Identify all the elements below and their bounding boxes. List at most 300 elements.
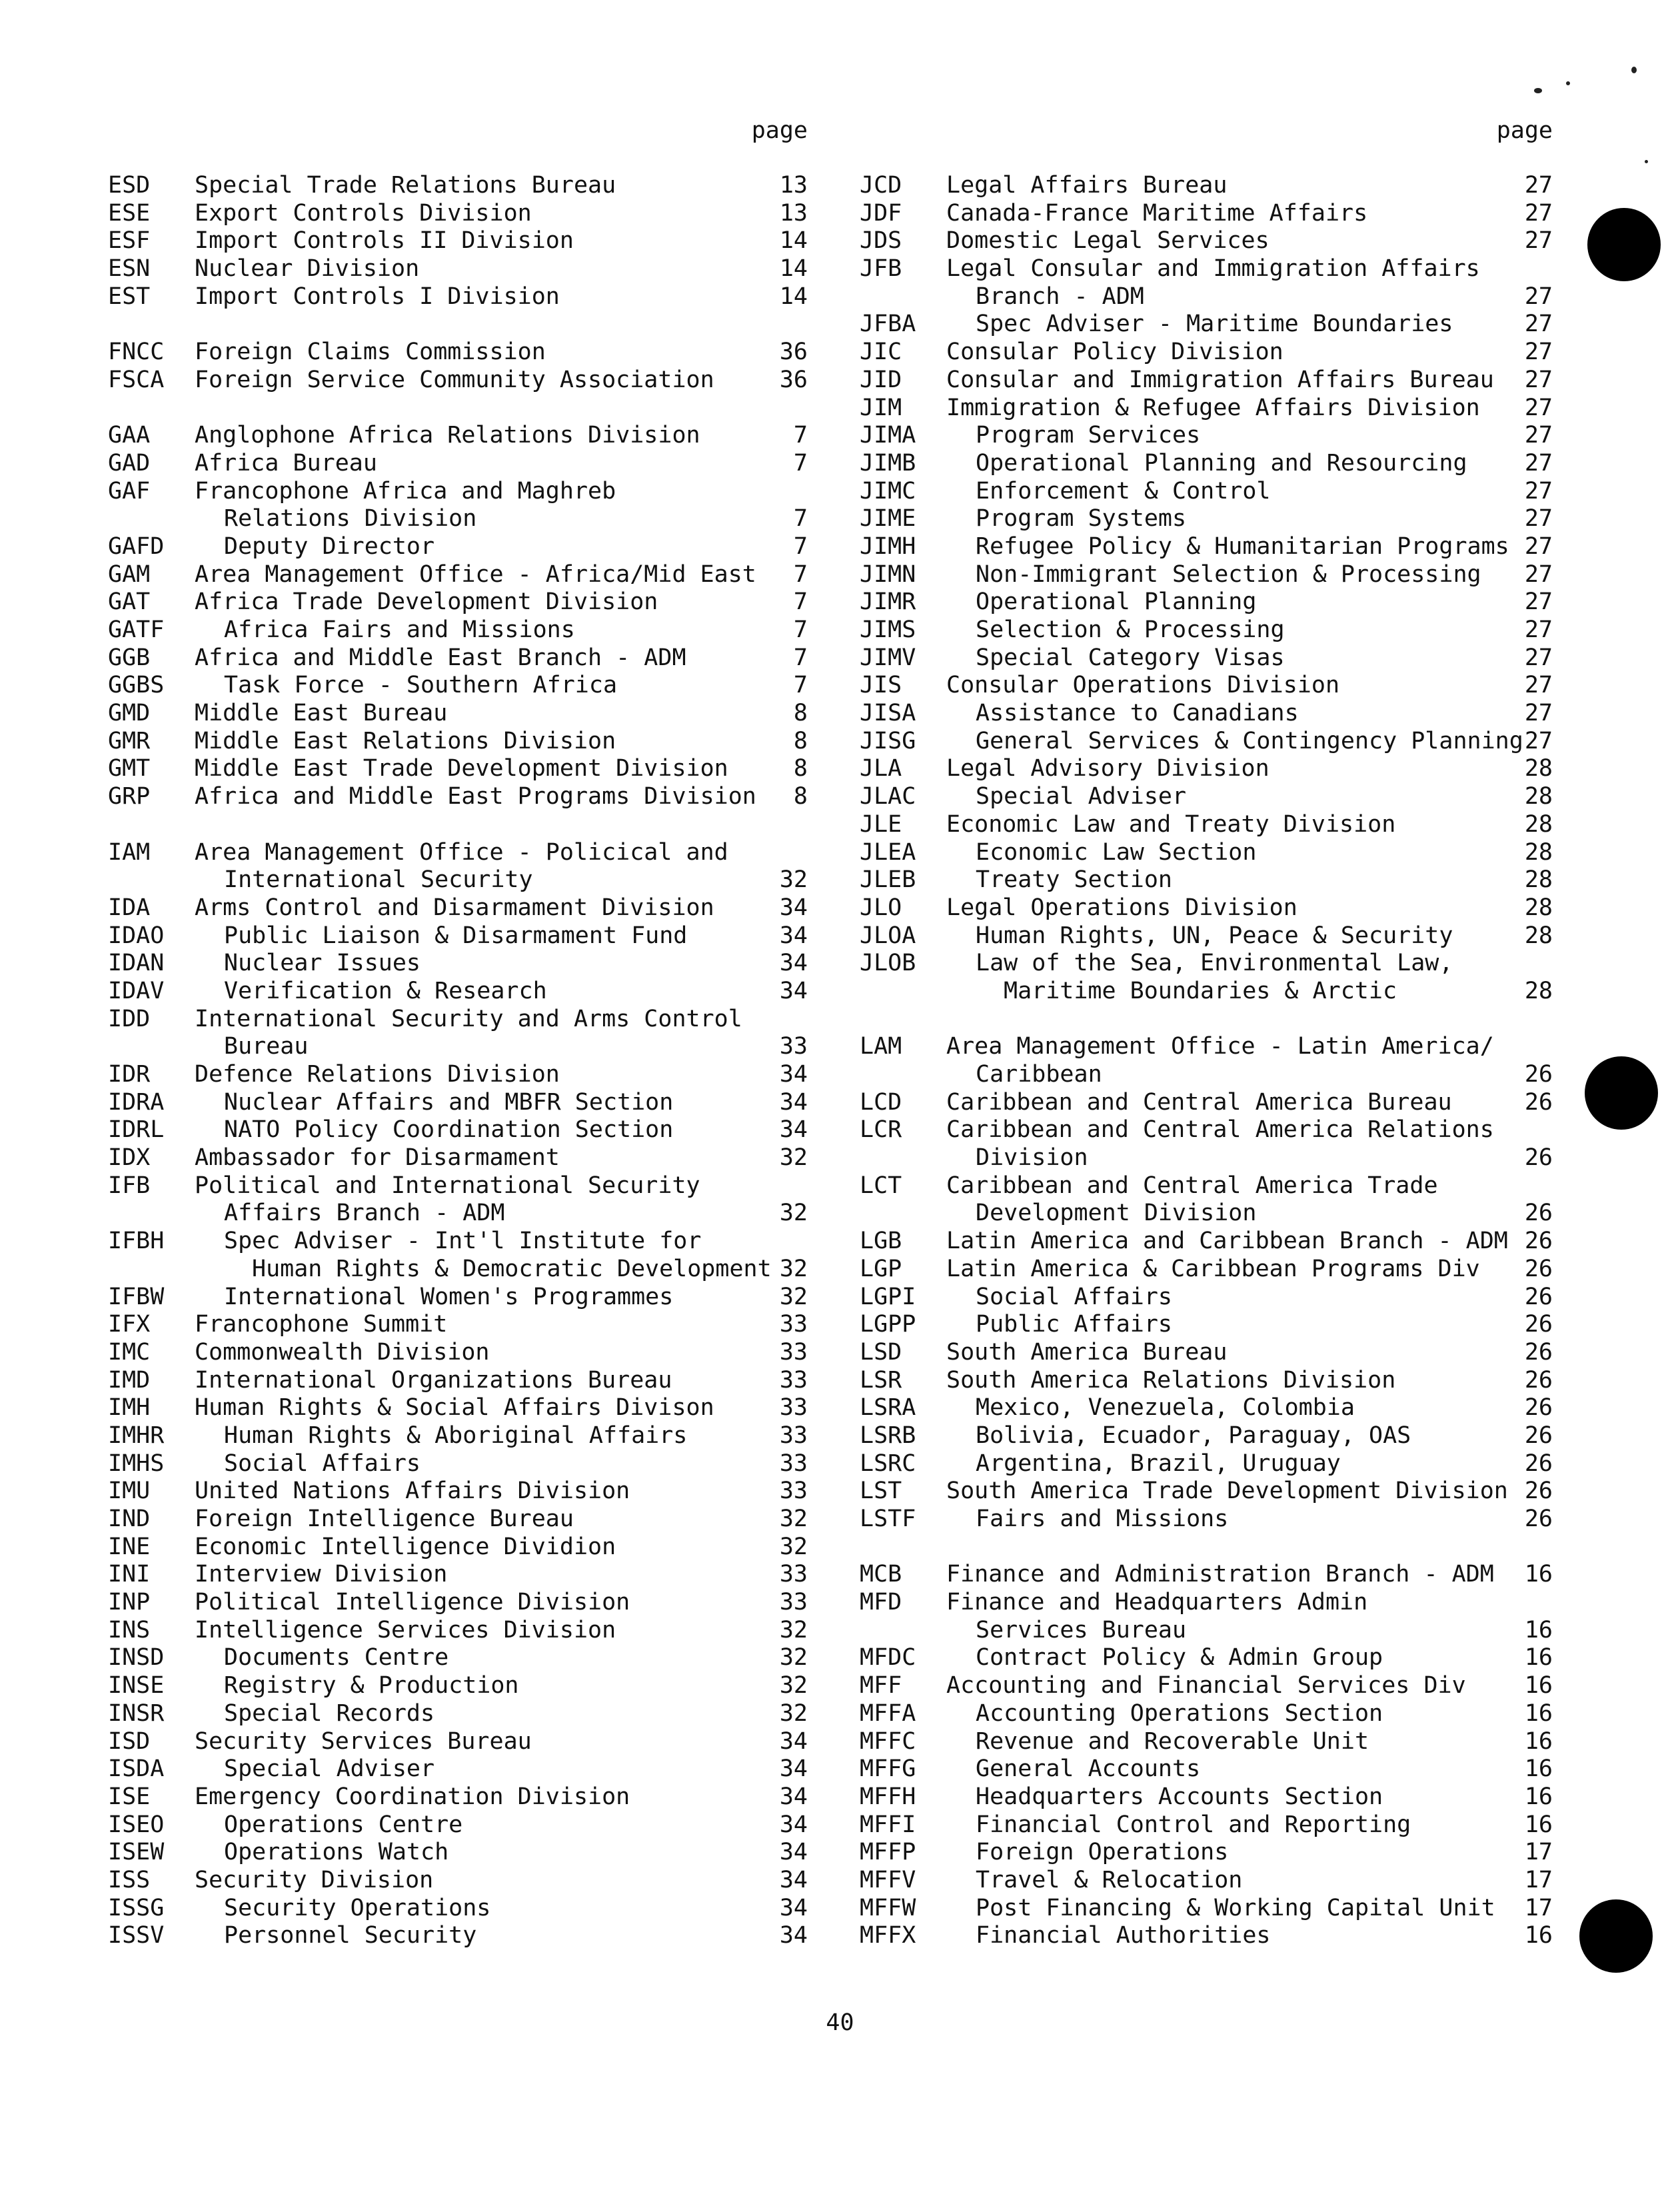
entry-name: Special Adviser [224,1755,435,1783]
directory-entry [860,1200,1553,1228]
entry-code: LGPP [860,1311,916,1338]
entry-name: Registry & Production [224,1672,519,1699]
directory-entry [108,1811,808,1839]
entry-name: Finance and Administration Branch - ADM [946,1561,1494,1588]
entry-code: IDX [108,1144,151,1172]
entry-name: Consular and Immigration Affairs Bureau [946,366,1494,393]
entry-name: Social Affairs [224,1450,421,1477]
entry-name: Operational Planning and Resourcing [976,449,1467,477]
entry-page-number: 28 [1524,755,1553,782]
entry-page-number: 32 [779,1616,808,1643]
entry-name: Anglophone Africa Relations Division [195,422,700,449]
entry-code: ISEW [108,1839,165,1866]
directory-entry [108,1061,808,1089]
entry-code: IFX [108,1311,151,1338]
entry-name: Africa Bureau [195,449,377,477]
entry-code: JIS [860,672,902,699]
entry-name: Special Records [224,1699,435,1727]
entry-code: MFFC [860,1727,916,1755]
entry-page-number: 27 [1524,477,1553,505]
entry-page-number: 7 [793,644,808,671]
directory-entry [860,1617,1553,1645]
entry-code: IDD [108,1005,151,1032]
entry-code: JIMB [860,449,916,477]
entry-page-number: 27 [1524,227,1553,255]
entry-page-number: 33 [779,1589,808,1616]
entry-name: Export Controls Division [195,199,532,227]
entry-page-number: 26 [1524,1144,1553,1172]
directory-entry [860,950,1553,978]
entry-code: JID [860,366,902,393]
directory-entry [860,1644,1553,1672]
section-gap [860,1534,1553,1562]
entry-page-number: 32 [779,1255,808,1282]
directory-entry [860,1478,1553,1506]
directory-entry [860,505,1553,533]
entry-page-number: 16 [1524,1727,1553,1755]
entry-code: GRP [108,783,151,810]
entry-code: IMH [108,1394,151,1422]
entry-code: INSR [108,1699,165,1727]
entry-code: MFF [860,1672,902,1699]
directory-entry [860,172,1553,200]
entry-page-number: 16 [1524,1561,1553,1588]
directory-entry [860,1228,1553,1256]
directory-entry [860,422,1553,450]
entry-name: Financial Control and Reporting [976,1811,1411,1838]
entry-code: GAA [108,422,151,449]
directory-entry [108,1589,808,1617]
entry-name: Security Services Bureau [195,1727,532,1755]
directory-entry [108,644,808,672]
entry-page-number: 32 [779,1283,808,1310]
directory-entry [108,1450,808,1478]
left-entries-list [108,172,808,1950]
entry-page-number: 27 [1524,449,1553,477]
entry-name: Political Intelligence Division [195,1589,630,1616]
entry-name: Personnel Security [224,1922,477,1949]
directory-entry [860,1367,1553,1395]
directory-entry [860,1672,1553,1700]
entry-name: Legal Advisory Division [946,755,1269,782]
entry-page-number: 28 [1524,977,1553,1004]
directory-entry [108,1922,808,1950]
entry-code: GATF [108,616,165,643]
entry-name: Commonwealth Division [195,1338,490,1366]
entry-code: IDAO [108,922,165,949]
entry-code: JISA [860,700,916,727]
punch-hole [1587,208,1661,281]
directory-entry [108,950,808,978]
entry-code: JIMC [860,477,916,505]
directory-entry [860,1561,1553,1589]
entry-code: JIMV [860,644,916,671]
entry-page-number: 7 [793,505,808,533]
entry-name: Emergency Coordination Division [195,1783,630,1810]
entry-page-number: 28 [1524,810,1553,838]
directory-entry [108,1033,808,1061]
entry-page-number: 16 [1524,1616,1553,1643]
entry-page-number: 17 [1524,1866,1553,1893]
entry-name: Human Rights & Aboriginal Affairs [224,1422,688,1449]
entry-code: JIMS [860,616,916,643]
section-gap [108,395,808,423]
entry-name: Treaty Section [976,866,1173,894]
directory-entry [860,1839,1553,1867]
entry-name: Africa Fairs and Missions [224,616,575,643]
entry-name: Defence Relations Division [195,1061,560,1088]
entry-code: IMHR [108,1422,165,1449]
entry-page-number: 27 [1524,422,1553,449]
entry-code: INI [108,1561,151,1588]
entry-page-number: 27 [1524,339,1553,366]
directory-entry [108,450,808,478]
directory-entry [108,1644,808,1672]
entry-name: Argentina, Brazil, Uruguay [976,1450,1341,1477]
entry-page-number: 34 [779,1727,808,1755]
entry-page-number: 34 [779,1783,808,1810]
entry-page-number: 36 [779,339,808,366]
directory-entry [108,1284,808,1312]
entry-page-number: 16 [1524,1922,1553,1949]
entry-page-number: 8 [793,700,808,727]
directory-entry [860,1284,1553,1312]
entry-page-number: 27 [1524,727,1553,754]
entry-code: LSRC [860,1450,916,1477]
entry-name: Human Rights, UN, Peace & Security [976,922,1453,949]
entry-page-number: 17 [1524,1839,1553,1866]
entry-page-number: 27 [1524,172,1553,199]
entry-name: Division [976,1144,1088,1172]
entry-page-number: 33 [779,1366,808,1394]
directory-entry [108,1617,808,1645]
directory-entry [108,255,808,283]
directory-entry [108,227,808,255]
entry-page-number: 7 [793,560,808,588]
entry-name: Task Force - Southern Africa [224,672,618,699]
entry-code: IDRA [108,1088,165,1116]
directory-entry [860,728,1553,756]
entry-code: GAFD [108,533,165,560]
entry-code: MFFW [860,1894,916,1921]
entry-name: Foreign Claims Commission [195,339,546,366]
entry-page-number: 26 [1524,1061,1553,1088]
entry-page-number: 34 [779,977,808,1004]
entry-page-number: 27 [1524,311,1553,338]
entry-page-number: 26 [1524,1255,1553,1282]
entry-name: Security Operations [224,1894,491,1921]
entry-code: ISEO [108,1811,165,1838]
directory-entry [860,1450,1553,1478]
entry-page-number: 27 [1524,616,1553,643]
entry-code: MFD [860,1589,902,1616]
directory-entry [108,616,808,644]
entry-code: IFBH [108,1228,165,1255]
entry-page-number: 7 [793,533,808,560]
entry-code: IFBW [108,1283,165,1310]
entry-page-number: 26 [1524,1422,1553,1449]
entry-code: INSD [108,1644,165,1671]
directory-entry [860,1172,1553,1200]
directory-entry [108,672,808,700]
entry-code: LCD [860,1088,902,1116]
directory-entry [108,1006,808,1034]
entry-name: Public Affairs [976,1311,1173,1338]
entry-page-number: 7 [793,449,808,477]
entry-name: Foreign Operations [976,1839,1229,1866]
entry-name: Canada-France Maritime Affairs [946,199,1368,227]
entry-code: JDS [860,227,902,255]
entry-code: ISDA [108,1755,165,1783]
entry-name: Bureau [224,1033,309,1060]
entry-name: Accounting and Financial Services Div [946,1672,1466,1699]
scan-speck [1645,160,1648,163]
directory-entry [860,1783,1553,1811]
entry-page-number: 26 [1524,1311,1553,1338]
entry-code: MFFX [860,1922,916,1949]
entry-page-number: 32 [779,1672,808,1699]
entry-name: Operational Planning [976,588,1257,616]
entry-name: Francophone Summit [195,1311,448,1338]
entry-name: South America Relations Division [946,1366,1396,1394]
entry-name: Selection & Processing [976,616,1285,643]
entry-name: International Organizations Bureau [195,1366,672,1394]
entry-code: IND [108,1506,151,1532]
directory-entry [108,894,808,922]
entry-page-number: 7 [793,672,808,699]
entry-name: Operations Centre [224,1811,463,1838]
directory-entry [860,700,1553,728]
entry-page-number: 33 [779,1478,808,1505]
entry-page-number: 34 [779,1811,808,1838]
entry-name: Security Division [195,1866,434,1893]
entry-code: MFFA [860,1699,916,1727]
entry-code: IDAN [108,950,165,977]
entry-page-number: 7 [793,588,808,616]
directory-entry [860,672,1553,700]
entry-code: IMHS [108,1450,165,1477]
entry-name: Middle East Relations Division [195,727,616,754]
entry-page-number: 34 [779,922,808,949]
entry-code: JLEB [860,866,916,894]
entry-name: Political and International Security [195,1172,700,1199]
entry-name: Headquarters Accounts Section [976,1783,1383,1810]
directory-entry [860,644,1553,672]
entry-code: MFFG [860,1755,916,1783]
directory-entry [860,755,1553,783]
entry-name: Africa and Middle East Programs Division [195,783,756,810]
entry-code: ESN [108,255,151,283]
directory-entry [860,1116,1553,1144]
directory-entry [108,1339,808,1367]
entry-code: JFBA [860,311,916,338]
directory-entry [860,1506,1553,1534]
section-gap [108,811,808,839]
entry-code: JIMA [860,422,916,449]
entry-page-number: 26 [1524,1338,1553,1366]
directory-entry [108,533,808,561]
directory-entry [108,1422,808,1450]
entry-page-number: 28 [1524,866,1553,894]
entry-code: JLAC [860,783,916,810]
entry-name: Contract Policy & Admin Group [976,1644,1383,1671]
directory-entry [860,339,1553,367]
entry-code: LSRB [860,1422,916,1449]
entry-code: ISSG [108,1894,165,1921]
entry-name: Fairs and Missions [976,1506,1229,1532]
entry-page-number: 27 [1524,283,1553,310]
entry-name: Refugee Policy & Humanitarian Programs [976,533,1509,560]
directory-entry [860,1755,1553,1783]
entry-code: JLA [860,755,902,782]
entry-code: GMD [108,700,151,727]
entry-name: United Nations Affairs Division [195,1478,630,1505]
entry-page-number: 26 [1524,1450,1553,1477]
entry-name: General Services & Contingency Planning [976,727,1523,754]
section-gap [108,311,808,339]
entry-code: ESD [108,172,151,199]
entry-page-number: 34 [779,894,808,921]
entry-name: Foreign Service Community Association [195,366,714,393]
entry-page-number: 8 [793,727,808,754]
entry-name: Consular Operations Division [946,672,1340,699]
entry-page-number: 33 [779,1422,808,1449]
entry-code: JFB [860,255,902,283]
entry-code: GAM [108,560,151,588]
directory-entry [860,533,1553,561]
entry-page-number: 32 [779,1644,808,1671]
entry-code: ISSV [108,1922,165,1949]
entry-name: Deputy Director [224,533,435,560]
entry-name: Finance and Headquarters Admin [946,1589,1368,1616]
entry-page-number: 27 [1524,560,1553,588]
entry-code: IMC [108,1338,151,1366]
entry-code: MFFH [860,1783,916,1810]
entry-code: ISS [108,1866,151,1893]
entry-page-number: 26 [1524,1366,1553,1394]
directory-entry [108,1478,808,1506]
entry-name: NATO Policy Coordination Section [224,1116,674,1144]
entry-page-number: 34 [779,1061,808,1088]
entry-code: ISD [108,1727,151,1755]
entry-page-number: 8 [793,783,808,810]
entry-name: Accounting Operations Section [976,1699,1383,1727]
entry-page-number: 26 [1524,1506,1553,1532]
entry-code: FSCA [108,366,165,393]
entry-code: LGB [860,1228,902,1255]
entry-page-number: 16 [1524,1783,1553,1810]
directory-entry [860,978,1553,1006]
entry-name: Economic Law and Treaty Division [946,810,1396,838]
entry-page-number: 26 [1524,1478,1553,1505]
entry-page-number: 27 [1524,588,1553,616]
directory-entry [860,1033,1553,1061]
entry-code: LGPI [860,1283,916,1310]
entry-code: GMR [108,727,151,754]
directory-entry [108,978,808,1006]
directory-entry [108,283,808,311]
entry-name: Caribbean and Central America Bureau [946,1088,1452,1116]
directory-entry [860,395,1553,423]
entry-page-number: 32 [779,1699,808,1727]
entry-code: IMD [108,1366,151,1394]
entry-name: Enforcement & Control [976,477,1271,505]
entry-code: JIC [860,339,902,366]
entry-name: Maritime Boundaries & Arctic [1004,977,1397,1004]
entry-name: Affairs Branch - ADM [224,1200,505,1227]
entry-name: Special Trade Relations Bureau [195,172,616,199]
entry-name: Services Bureau [976,1616,1187,1643]
entry-name: Program Systems [976,505,1187,533]
entry-code: GGB [108,644,151,671]
entry-name: Arms Control and Disarmament Division [195,894,714,921]
directory-entry [108,1700,808,1728]
entry-code: JIMR [860,588,916,616]
directory-entry [860,894,1553,922]
entry-name: Documents Centre [224,1644,449,1671]
entry-code: IDAV [108,977,165,1004]
entry-code: JCD [860,172,902,199]
entry-page-number: 33 [779,1450,808,1477]
entry-page-number: 27 [1524,533,1553,560]
entry-name: Revenue and Recoverable Unit [976,1727,1369,1755]
entry-page-number: 26 [1524,1283,1553,1310]
entry-name: Legal Operations Division [946,894,1297,921]
entry-page-number: 16 [1524,1644,1553,1671]
entry-code: JLE [860,810,902,838]
entry-name: Africa Trade Development Division [195,588,658,616]
entry-name: Ambassador for Disarmament [195,1144,560,1172]
entry-code: LAM [860,1033,902,1060]
entry-page-number: 27 [1524,672,1553,699]
directory-entry [860,1422,1553,1450]
entry-page-number: 33 [779,1033,808,1060]
entry-code: MFFI [860,1811,916,1838]
scan-speck [1534,88,1542,93]
entry-page-number: 28 [1524,922,1553,949]
directory-entry [860,1089,1553,1117]
entry-code: GAD [108,449,151,477]
entry-code: JLO [860,894,902,921]
directory-entry [860,1256,1553,1284]
entry-name: Foreign Intelligence Bureau [195,1506,574,1532]
entry-page-number: 34 [779,1894,808,1921]
entry-name: Nuclear Affairs and MBFR Section [224,1088,674,1116]
entry-page-number: 36 [779,366,808,393]
entry-page-number: 16 [1524,1755,1553,1783]
entry-code: ESE [108,199,151,227]
entry-code: JIM [860,394,902,421]
directory-entry [860,1811,1553,1839]
entry-name: Legal Affairs Bureau [946,172,1228,199]
entry-code: INP [108,1589,151,1616]
directory-entry [108,367,808,395]
entry-code: JDF [860,199,902,227]
entry-code: JISG [860,727,916,754]
entry-page-number: 33 [779,1561,808,1588]
directory-entry [860,311,1553,339]
directory-entry [108,1534,808,1562]
entry-code: GAT [108,588,151,616]
entry-name: Caribbean [976,1061,1102,1088]
entry-name: Non-Immigrant Selection & Processing [976,560,1481,588]
directory-entry [108,422,808,450]
entry-code: JIME [860,505,916,533]
directory-entry [108,1783,808,1811]
directory-entry [860,227,1553,255]
entry-name: Special Adviser [976,783,1187,810]
entry-name: Latin America & Caribbean Programs Div [946,1255,1480,1282]
